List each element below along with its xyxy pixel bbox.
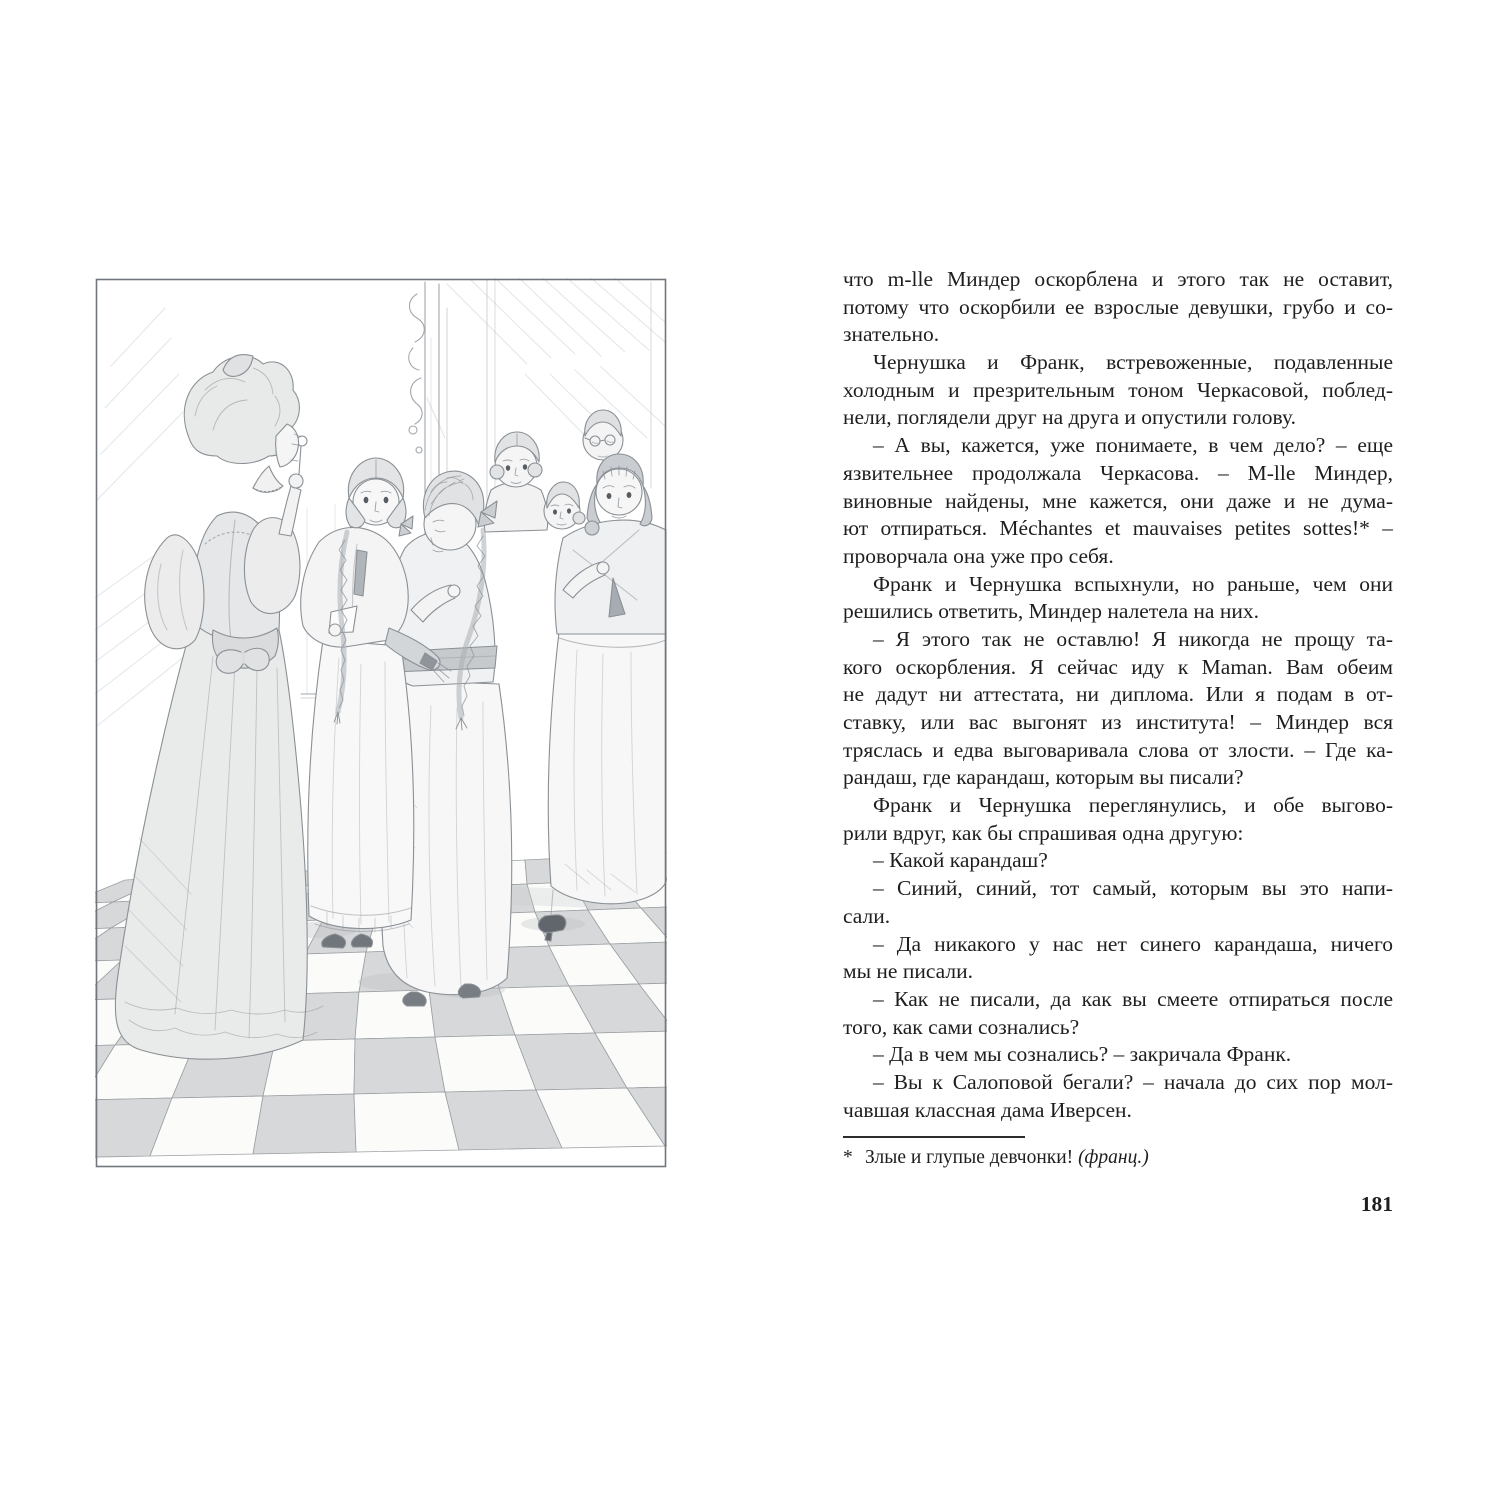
text-line: тряслась и едва выговаривала слова от злости. – Где ка- xyxy=(843,737,1393,762)
footnote-text: Злые и глупые девчонки! xyxy=(865,1147,1074,1168)
footnote xyxy=(843,1136,1393,1170)
footnote-rule xyxy=(843,1136,1025,1138)
text-line: не дадут ни аттестата, ни диплома. Или я подам в от- xyxy=(843,682,1393,707)
illustration xyxy=(95,278,667,1168)
text-line: кого оскорбления. Я сейчас иду к Maman. Вам обеим xyxy=(843,654,1393,679)
floor-tile xyxy=(354,1092,459,1152)
text-line: – А вы, кажется, уже понимаете, в чем дело? – еще xyxy=(873,433,1393,458)
text-line: что m-lle Миндер оскорблена и этого так не оставит, xyxy=(843,267,1393,291)
footnote-language: (франц.) xyxy=(1078,1147,1149,1168)
text-line: язвительнее продолжала Черкасова. – M-lle Миндер, xyxy=(843,460,1393,485)
floor-tile xyxy=(253,1094,356,1154)
text-line: ют отпираться. Méchantes et mauvaises petites sottes!* – xyxy=(843,516,1393,541)
text-line: – Да никакого у нас нет синего карандаша, ничего xyxy=(873,931,1393,956)
text-line: холодным и презрительным тоном Черкасовой, поблед- xyxy=(843,377,1393,402)
governess-figure xyxy=(115,355,323,1060)
footnote-line xyxy=(843,1146,1393,1170)
schoolgirl-small xyxy=(544,482,585,529)
text-line: ставку, или вас выгонят из института! – Миндер вся xyxy=(843,710,1393,734)
text-line: того, как сами сознались? xyxy=(843,1014,1080,1039)
text-line: Франк и Чернушка переглянулись, и обе выгово- xyxy=(873,793,1393,818)
text-line: – Да в чем мы сознались? – закричала Франк. xyxy=(873,1042,1292,1067)
page-number: 181 xyxy=(1360,1192,1393,1216)
text-line: чавшая классная дама Иверсен. xyxy=(843,1097,1132,1122)
text-line: решились ответить, Миндер налетела на них. xyxy=(843,599,1259,624)
text-line: сали. xyxy=(843,903,891,928)
text-line: – Как не писали, да как вы смеете отпираться после xyxy=(873,986,1393,1011)
text-line: рили вдруг, как бы спрашивая одна другую: xyxy=(843,820,1244,845)
text-line: Франк и Чернушка вспыхнули, но раньше, чем они xyxy=(873,571,1393,596)
text-line: потому что оскорбили ее взрослые девушки, грубо и со- xyxy=(843,294,1393,319)
pencil-illustration xyxy=(95,278,667,1168)
text-line: нели, поглядели друг на друга и опустили голову. xyxy=(843,405,1296,430)
text-line: – Вы к Салоповой бегали? – начала до сих пор мол- xyxy=(873,1069,1393,1094)
text-line: – Я этого так не оставлю! Я никогда не прощу та- xyxy=(873,626,1393,651)
text-line: – Какой карандаш? xyxy=(873,848,1048,873)
text-line: рандаш, где карандаш, которым вы писали? xyxy=(843,765,1244,790)
text-line: Чернушка и Франк, встревоженные, подавленные xyxy=(873,350,1393,375)
text-line: проворчала она уже про себя. xyxy=(843,543,1114,568)
text-line: виновные найдены, мне кажется, они даже и не дума- xyxy=(843,488,1393,513)
text-column xyxy=(843,266,1393,1124)
footnote-marker: * xyxy=(843,1147,853,1168)
floor-tile xyxy=(354,1037,445,1094)
text-line: знательно. xyxy=(843,322,940,347)
text-line: – Синий, синий, тот самый, которым вы это напи- xyxy=(873,876,1393,901)
schoolgirl-glasses xyxy=(583,410,623,460)
text-line: мы не писали. xyxy=(843,959,974,984)
